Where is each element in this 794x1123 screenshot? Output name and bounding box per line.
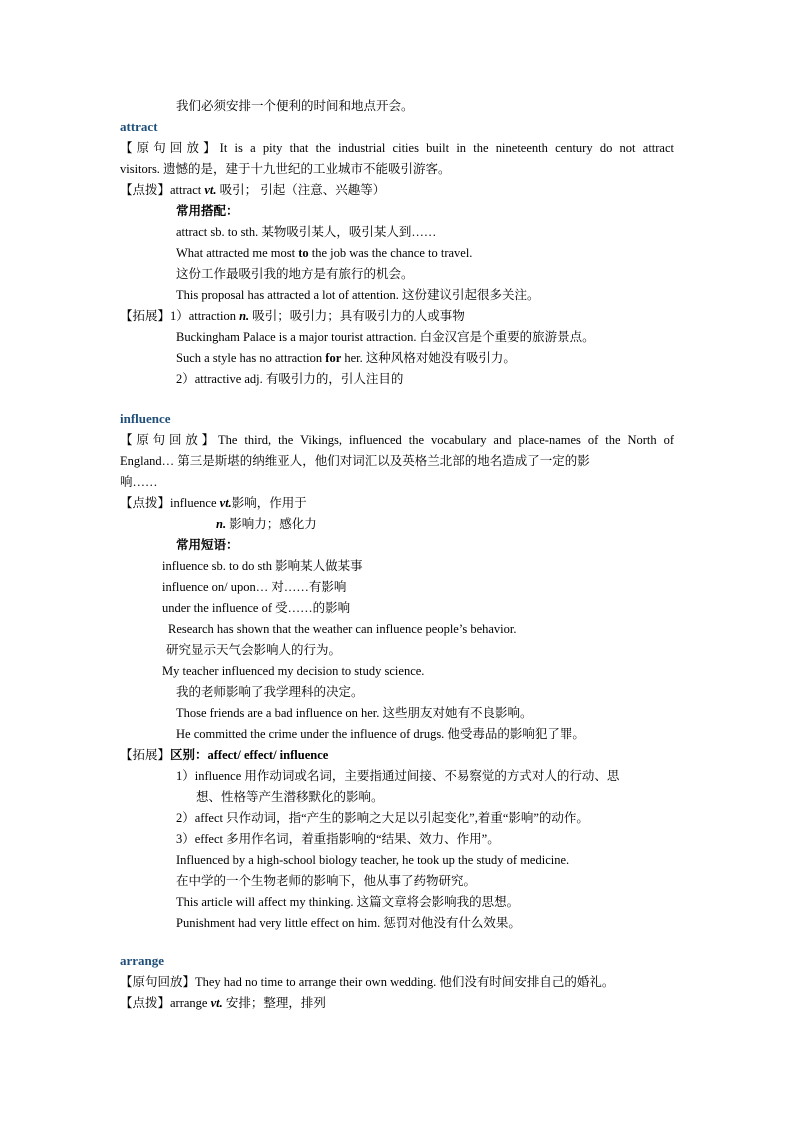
section-heading-attract: attract — [120, 119, 158, 134]
text-line: This article will affect my thinking. 这篇文章将会影响我的思想。 — [176, 895, 520, 909]
text-span: What attracted me most — [176, 246, 299, 260]
text-line: 我的老师影响了我学理科的决定。 — [176, 685, 364, 699]
text-span: her. 这种风格对她没有吸引力。 — [341, 351, 516, 365]
part-of-speech: n. — [239, 309, 250, 323]
part-of-speech: n. — [216, 517, 227, 531]
text-span: 影响，作用于 — [231, 496, 307, 510]
text-line: influence on/ upon… 对……有影响 — [162, 580, 347, 594]
text-span: the job was the chance to travel. — [308, 246, 473, 260]
text-span: 【点拨】arrange — [120, 996, 211, 1010]
text-span: Such a style has no attraction — [176, 351, 326, 365]
text-span: 安排；整理，排列 — [222, 996, 326, 1010]
text-line: under the influence of 受……的影响 — [162, 601, 351, 615]
text-line — [176, 243, 472, 263]
subheading: 常用短语： — [176, 538, 239, 552]
section-heading-arrange: arrange — [120, 953, 165, 968]
part-of-speech: vt. — [210, 996, 223, 1010]
text-line — [120, 493, 307, 513]
text-span: 【点拨】attract — [120, 183, 205, 197]
text-line: Punishment had very little effect on him. 惩罚对他没有什么效果。 — [176, 916, 521, 930]
part-of-speech: vt. — [219, 496, 232, 510]
text-line: 想、性格等产生潜移默化的影响。 — [196, 790, 384, 804]
text-line: My teacher influenced my decision to study science. — [162, 664, 425, 678]
text-line: He committed the crime under the influence of drugs. 他受毒品的影响犯了罪。 — [176, 727, 585, 741]
text-line: attract sb. to sth. 某物吸引某人，吸引某人到…… — [176, 225, 437, 239]
text-line — [120, 993, 326, 1013]
text-line: 这份工作最吸引我的地方是有旅行的机会。 — [176, 267, 414, 281]
text-line: Influenced by a high-school biology teacher, he took up the study of medicine. — [176, 853, 570, 867]
text-line: 1）influence 用作动词或名词，主要指通过间接、不易察觉的方式对人的行动、思 — [176, 769, 620, 783]
text-span: 【点拨】influence — [120, 496, 220, 510]
text-line: 【原句回放】The third, the Vikings, influenced the vocabulary and place-names of the North of — [120, 433, 674, 447]
text-line: 2）attractive adj. 有吸引力的，引人注目的 — [176, 372, 404, 386]
text-line: 3）effect 多用作名词，着重指影响的“结果、效力、作用”。 — [176, 832, 500, 846]
text-line: Buckingham Palace is a major tourist attraction. 白金汉宫是个重要的旅游景点。 — [176, 330, 595, 344]
text-line: Research has shown that the weather can influence people’s behavior. — [168, 622, 517, 636]
part-of-speech: vt. — [204, 183, 217, 197]
text-span: 【拓展】1）attraction — [120, 309, 240, 323]
text-line: 研究显示天气会影响人的行为。 — [166, 643, 342, 657]
text-span: 【拓展】 — [120, 748, 171, 762]
text-line: 我们必须安排一个便利的时间和地点开会。 — [176, 99, 414, 113]
text-line: Those friends are a bad influence on her. 这些朋友对她有不良影响。 — [176, 706, 533, 720]
text-line: visitors. 遗憾的是，建于十九世纪的工业城市不能吸引游客。 — [120, 162, 451, 176]
text-line — [120, 180, 385, 200]
text-line — [216, 514, 317, 534]
text-line: 【原句回放】They had no time to arrange their own wedding. 他们没有时间安排自己的婚礼。 — [120, 975, 615, 989]
text-span: 吸引；吸引力；具有吸引力的人或事物 — [249, 309, 465, 323]
subheading: 常用搭配： — [176, 204, 239, 218]
text-line — [120, 745, 328, 765]
text-line: 在中学的一个生物老师的影响下，他从事了药物研究。 — [176, 874, 477, 888]
text-line — [120, 306, 465, 326]
bold-word: to — [298, 246, 309, 260]
section-heading-influence: influence — [120, 411, 171, 426]
bold-word: for — [325, 351, 342, 365]
text-line: 【原句回放】It is a pity that the industrial cities built in the nineteenth century do not attract — [120, 141, 674, 155]
text-line: This proposal has attracted a lot of attention. 这份建议引起很多关注。 — [176, 288, 540, 302]
text-line — [176, 348, 516, 368]
text-line: England… 第三是斯堪的纳维亚人，他们对词汇以及英格兰北部的地名造成了一定的影 — [120, 454, 590, 468]
text-span: 影响力；感化力 — [226, 517, 317, 531]
text-line: 响…… — [120, 475, 158, 489]
text-span: 吸引； 引起（注意、兴趣等） — [216, 183, 386, 197]
text-line: 2）affect 只作动词，指“产生的影响之大足以引起变化”,着重“影响”的动作。 — [176, 811, 589, 825]
text-line: influence sb. to do sth 影响某人做某事 — [162, 559, 363, 573]
bold-phrase: 区别：affect/ effect/ influence — [170, 748, 329, 762]
